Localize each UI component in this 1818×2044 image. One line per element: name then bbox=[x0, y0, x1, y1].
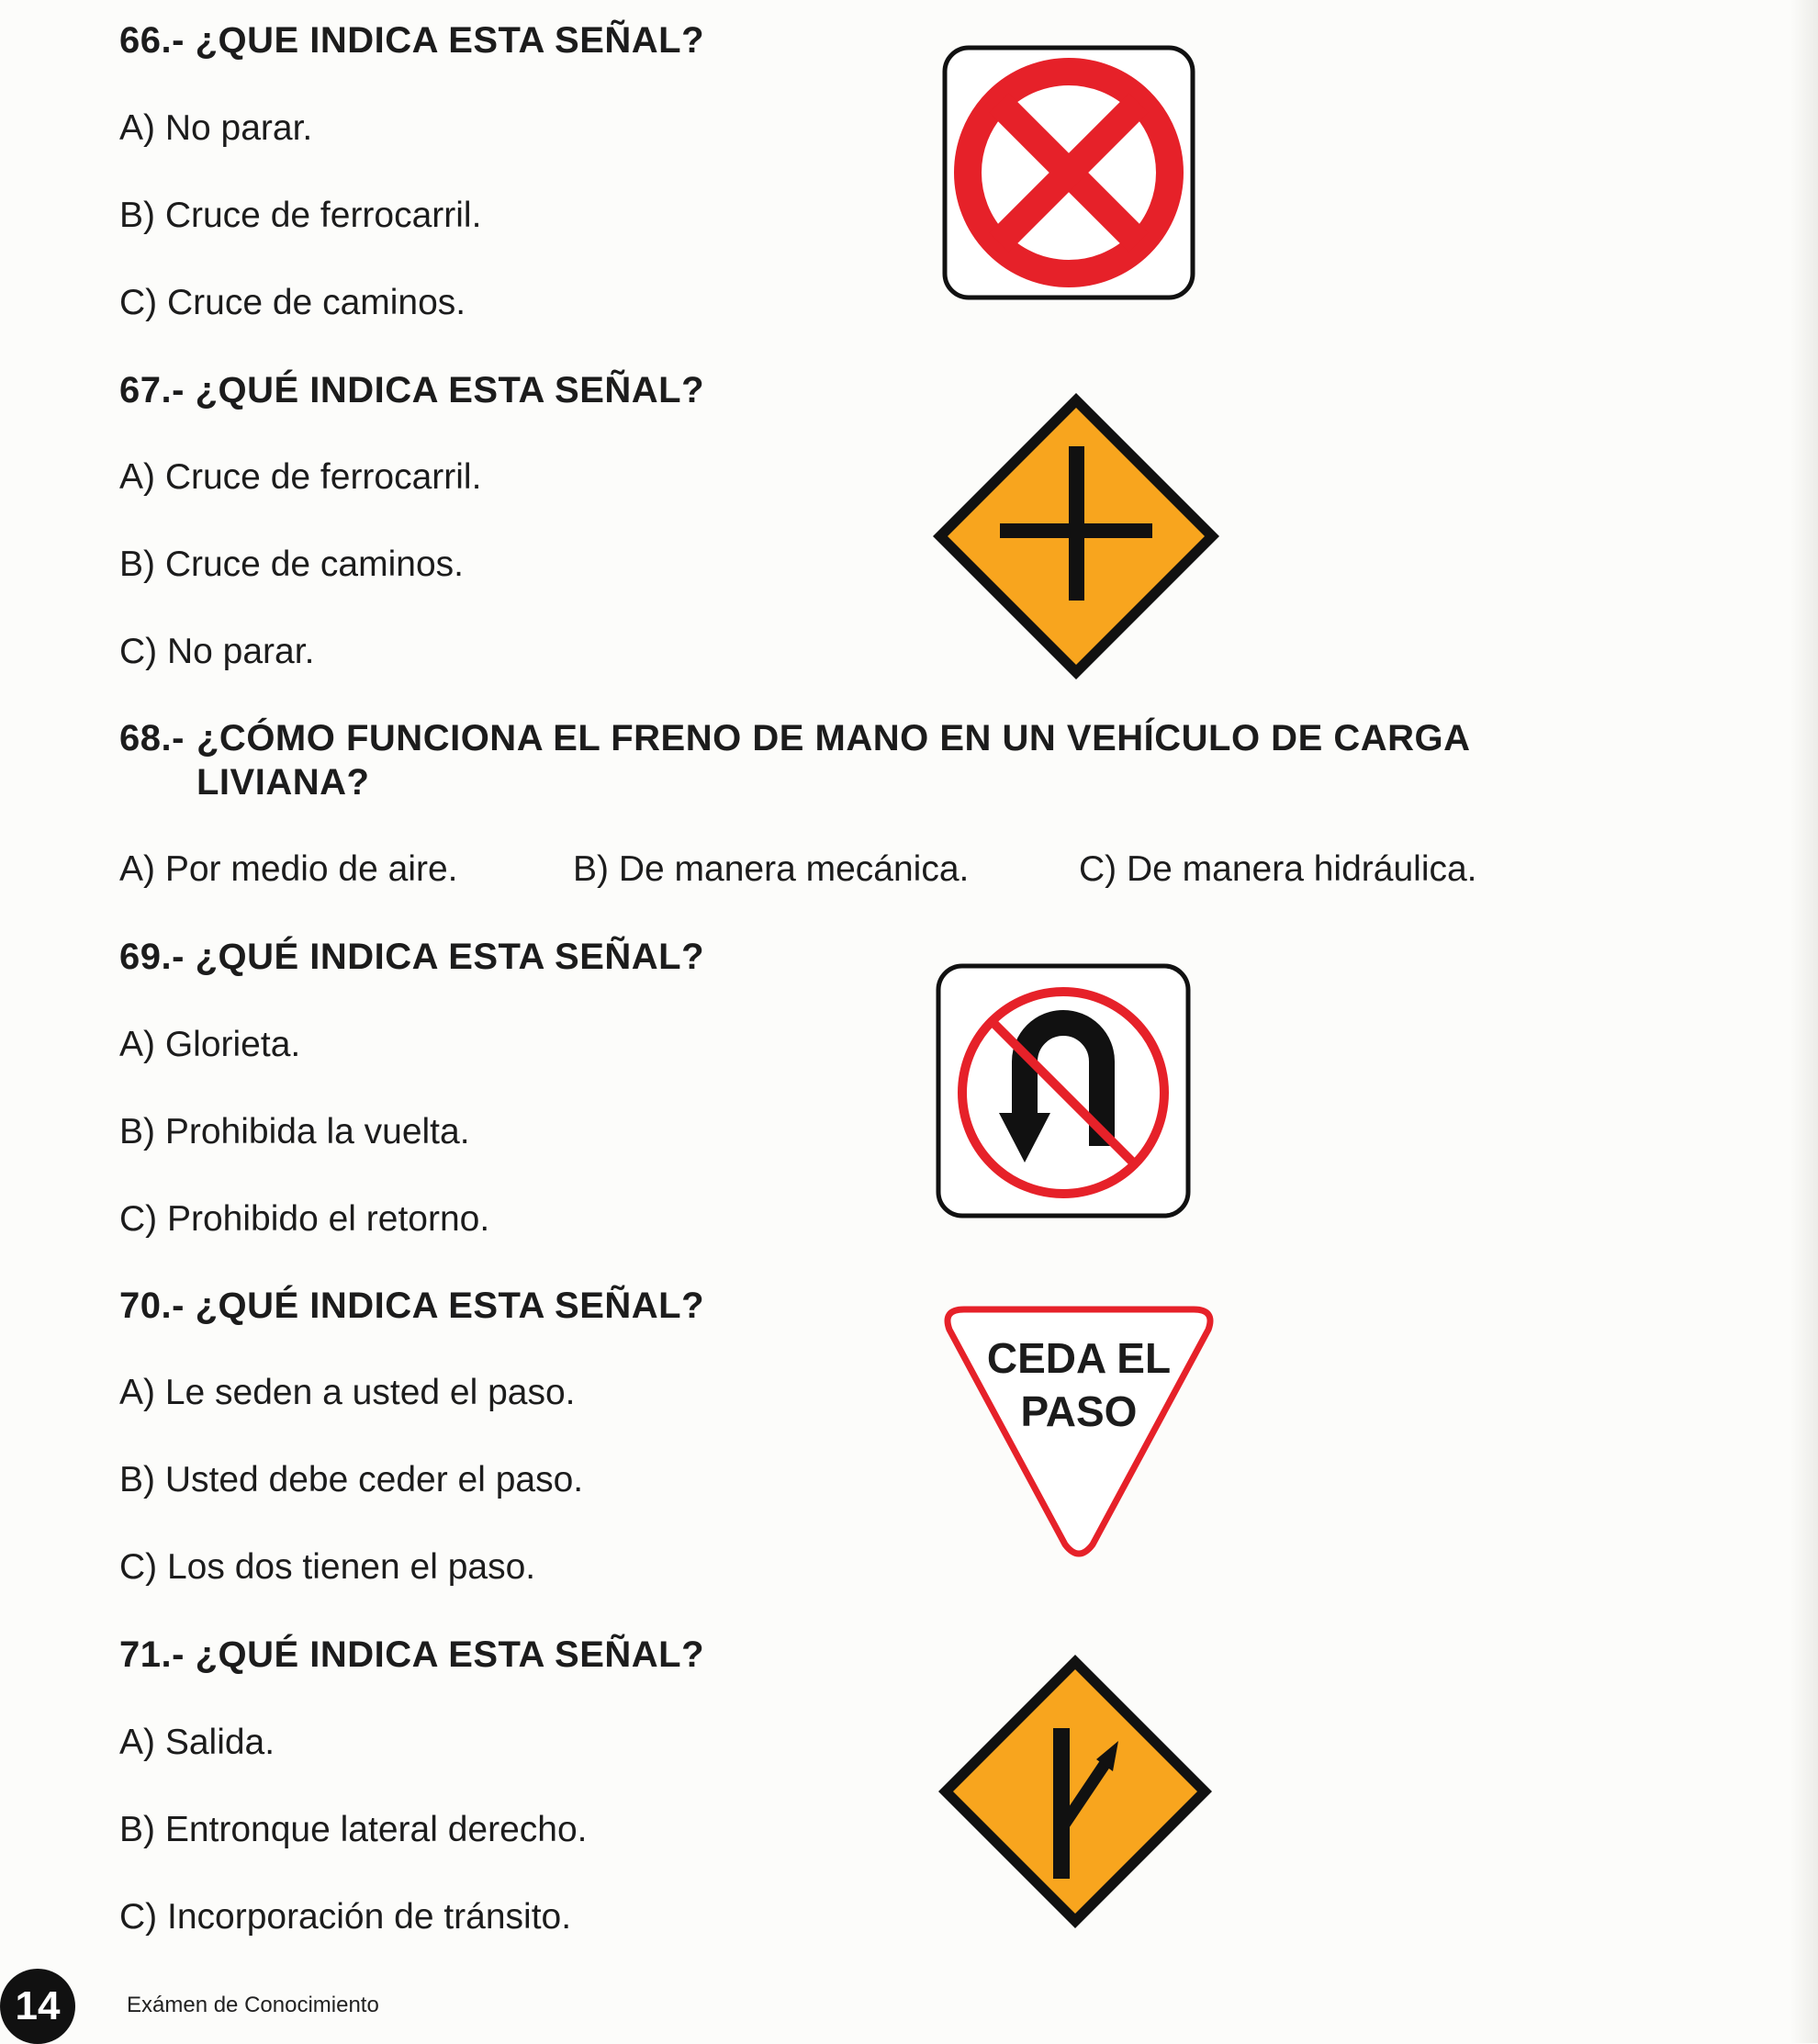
question-number: 70.- bbox=[119, 1286, 185, 1326]
question-text: ¿QUE INDICA ESTA SEÑAL? bbox=[195, 20, 705, 61]
page-edge-shadow bbox=[1790, 0, 1818, 2043]
question-70-option-b: B) Usted debe ceder el paso. bbox=[119, 1460, 584, 1499]
question-66-option-b: B) Cruce de ferrocarril. bbox=[119, 196, 482, 235]
question-66-option-a: A) No parar. bbox=[119, 108, 313, 148]
question-text: ¿QUÉ INDICA ESTA SEÑAL? bbox=[195, 1286, 705, 1326]
question-text: ¿QUÉ INDICA ESTA SEÑAL? bbox=[195, 370, 705, 410]
question-69-title bbox=[119, 935, 704, 979]
question-text: ¿QUÉ INDICA ESTA SEÑAL? bbox=[195, 937, 705, 977]
question-number: 69.- bbox=[119, 937, 185, 977]
question-68-option-b: B) De manera mecánica. bbox=[573, 849, 970, 889]
question-66-option-c: C) Cruce de caminos. bbox=[119, 283, 466, 322]
question-67-option-a: A) Cruce de ferrocarril. bbox=[119, 457, 482, 497]
question-71-option-b: B) Entronque lateral derecho. bbox=[119, 1810, 588, 1849]
crossroads-warning-sign-icon bbox=[929, 389, 1223, 683]
question-number: 66.- bbox=[119, 20, 185, 61]
footer-title: Exámen de Conocimiento bbox=[127, 1993, 379, 2017]
question-70-option-a: A) Le seden a usted el paso. bbox=[119, 1373, 576, 1412]
question-68-option-c: C) De manera hidráulica. bbox=[1079, 849, 1477, 889]
question-68-option-a: A) Por medio de aire. bbox=[119, 849, 458, 889]
yield-sign-line-2: PASO bbox=[1020, 1387, 1138, 1435]
question-69-option-b: B) Prohibida la vuelta. bbox=[119, 1112, 470, 1151]
question-number: 68.- bbox=[119, 718, 185, 758]
question-number: 71.- bbox=[119, 1634, 185, 1675]
question-71-option-a: A) Salida. bbox=[119, 1723, 275, 1762]
yield-sign bbox=[937, 1304, 1221, 1561]
question-69-option-c: C) Prohibido el retorno. bbox=[119, 1199, 490, 1239]
question-71-title bbox=[119, 1633, 704, 1677]
merge-right-warning-sign-icon bbox=[935, 1651, 1216, 1932]
question-67-option-b: B) Cruce de caminos. bbox=[119, 545, 464, 584]
question-70-title bbox=[119, 1284, 704, 1328]
question-67-title bbox=[119, 368, 704, 412]
question-69-option-a: A) Glorieta. bbox=[119, 1025, 301, 1064]
yield-sign-line-1: CEDA EL bbox=[986, 1334, 1172, 1382]
page-number-badge: 14 bbox=[0, 1969, 75, 2044]
no-u-turn-sign-icon bbox=[935, 962, 1192, 1219]
question-text: ¿CÓMO FUNCIONA EL FRENO DE MANO EN UN VEHÍCULO DE CARGA LIVIANA? bbox=[196, 718, 1470, 803]
question-66-title bbox=[119, 18, 704, 62]
question-text: ¿QUÉ INDICA ESTA SEÑAL? bbox=[195, 1634, 705, 1675]
question-71-option-c: C) Incorporación de tránsito. bbox=[119, 1897, 572, 1937]
no-stopping-sign-icon bbox=[941, 44, 1196, 301]
question-70-option-c: C) Los dos tienen el paso. bbox=[119, 1547, 536, 1587]
question-number: 67.- bbox=[119, 370, 185, 410]
question-68-title bbox=[119, 716, 1552, 804]
question-67-option-c: C) No parar. bbox=[119, 632, 315, 671]
